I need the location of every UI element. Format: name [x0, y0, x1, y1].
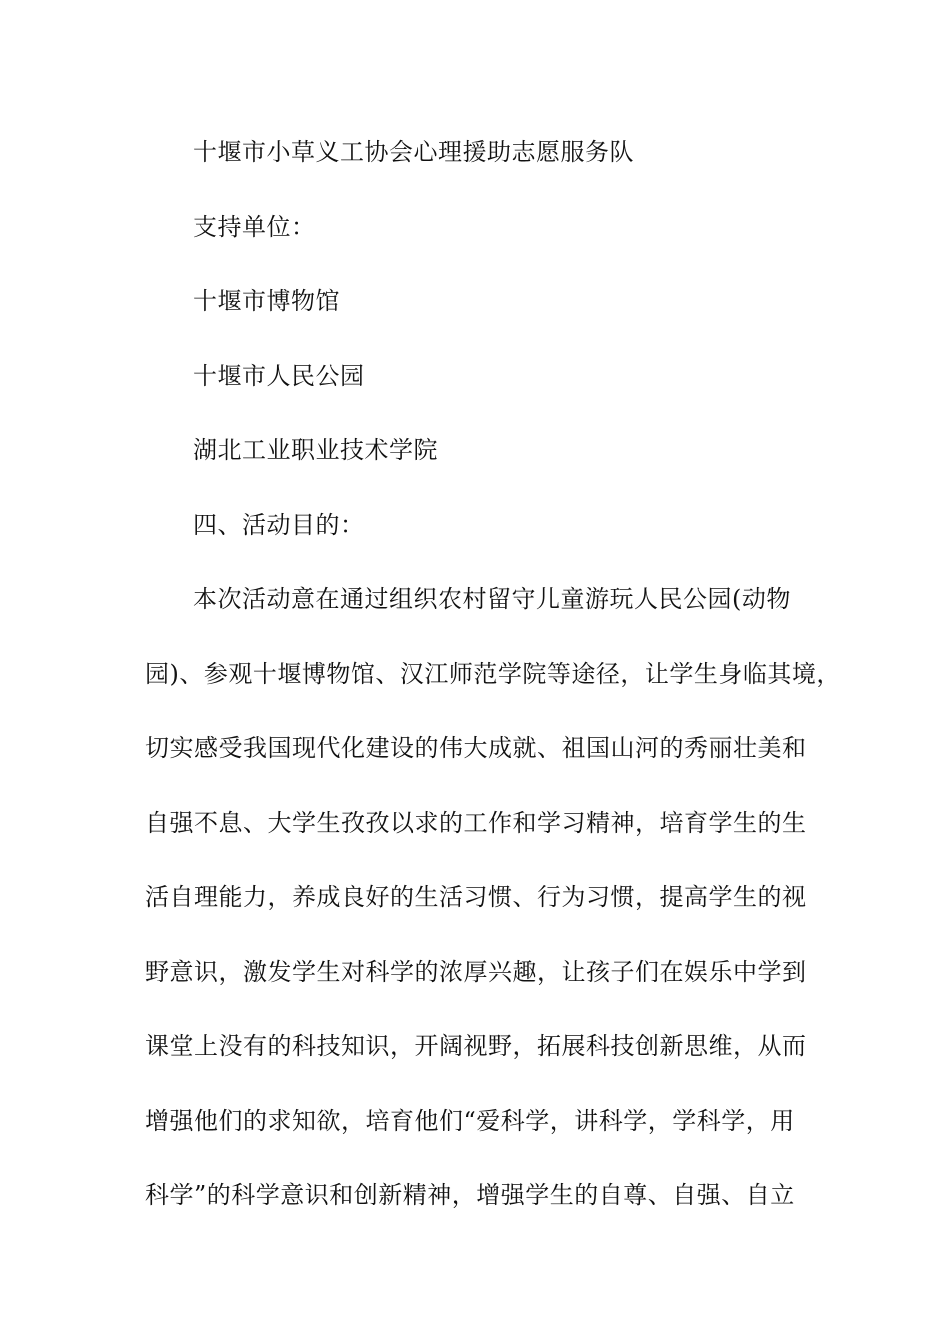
paragraph-line: 野意识，激发学生对科学的浓厚兴趣，让孩子们在娱乐中学到: [145, 958, 807, 986]
text-line: 十堰市人民公园: [193, 362, 365, 390]
paragraph-line: 切实感受我国现代化建设的伟大成就、祖国山河的秀丽壮美和: [145, 734, 807, 762]
paragraph-line: 课堂上没有的科技知识，开阔视野，拓展科技创新思维，从而: [145, 1032, 807, 1060]
paragraph-line: 科学”的科学意识和创新精神，增强学生的自尊、自强、自立: [145, 1181, 795, 1209]
text-line: 支持单位：: [193, 213, 316, 241]
paragraph-line: 增强他们的求知欲，培育他们“爱科学，讲科学，学科学，用: [145, 1107, 795, 1135]
paragraph-line: 园)、参观十堰博物馆、汉江师范学院等途径，让学生身临其境，: [145, 660, 841, 688]
paragraph-line: 本次活动意在通过组织农村留守儿童游玩人民公园(动物: [193, 585, 791, 613]
text-line: 十堰市小草义工协会心理援助志愿服务队: [193, 138, 634, 166]
section-heading: 四、活动目的：: [193, 511, 365, 539]
paragraph-line: 活自理能力，养成良好的生活习惯、行为习惯，提高学生的视: [145, 883, 807, 911]
text-line: 十堰市博物馆: [193, 287, 340, 315]
text-line: 湖北工业职业技术学院: [193, 436, 438, 464]
paragraph-line: 自强不息、大学生孜孜以求的工作和学习精神，培育学生的生: [145, 809, 807, 837]
